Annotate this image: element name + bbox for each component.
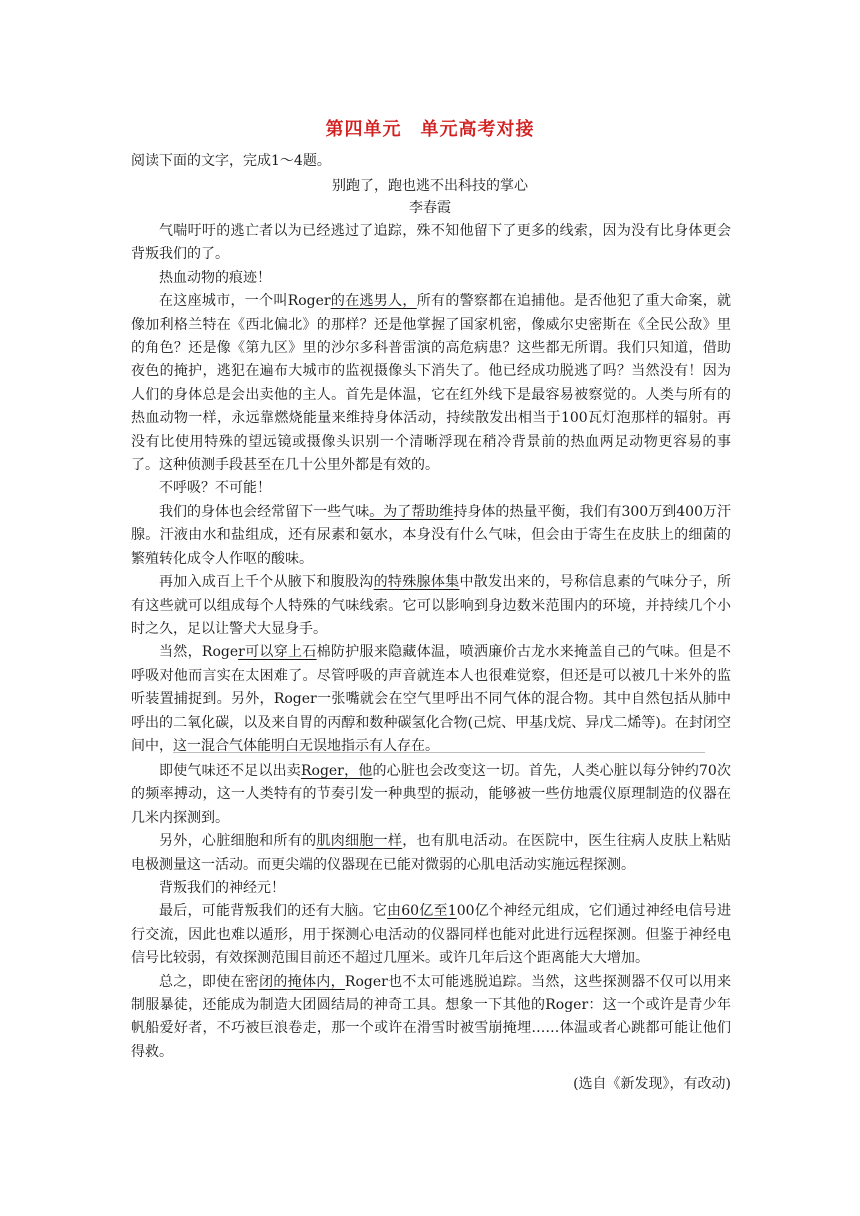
paragraph: 气喘吁吁的逃亡者以为已经逃过了追踪，殊不知他留下了更多的线索，因为没有比身体更会背叛我们的了。 (131, 223, 731, 263)
instructions: 阅读下面的文字，完成1～4题。 (131, 153, 331, 169)
article-body-part-1 (131, 220, 731, 758)
underlined-phrase: 由60亿至1 (386, 903, 457, 920)
underlined-phrase: 肌肉细胞一样 (316, 833, 403, 850)
paragraph: 最后，可能背叛我们的还有大脑。它由60亿至100亿个神经元组成，它们通过神经电信号进行交流，因此也难以遁形，用于探测心电活动的仪器同样也能对此进行远程探测。但鉴于神经电信号比较弱，有效探测范围目前还不超过几厘米。或许几年后这个距离能大大增加。 (131, 903, 731, 967)
underlined-phrase: 闭的掩体内， (259, 973, 345, 990)
paragraph: 再加入成百上千个从腋下和腹股沟的特殊腺体集中散发出来的，号称信息素的气味分子，所有这些就可以组成每个人特殊的气味线索。它可以影响到身边数米范围内的环境，并持续几个小时之久，足以让警犬大显身手。 (131, 574, 732, 637)
section-heading: 不呼吸？不可能！ (159, 480, 271, 497)
underlined-phrase: 的在逃男人， (330, 293, 417, 310)
paragraph: 当然，Roger可以穿上石棉防护服来隐藏体温，喷洒廉价古龙水来掩盖自己的气味。但是不呼吸对他而言实在太困难了。尽管呼吸的声音就连本人也很难觉察，但还是可以被几十米外的监听装置捕捉到。另外，Roger一张嘴就会在空气里呼出不同气体的混合物。其中自然包括从肺中呼出的二氧化碳，以及来自胃的丙醇和数种碳氢化合物(己烷、甲基戊烷、异戊二烯等)。在封闭空间中，这一混合气体能明白无误地指示有人存在。 (131, 644, 732, 754)
paragraph: 总之，即使在密闭的掩体内，Roger也不太可能逃脱追踪。当然，这些探测器不仅可以用来制服暴徒，还能成为制造大团圆结局的神奇工具。想象一下其他的Roger：这一个或许是青少年帆船爱好者，不巧被巨浪卷走，那一个或许在滑雪时被雪崩掩埋……体温或者心跳都可能让他们得救。 (131, 973, 731, 1060)
divider (173, 752, 705, 753)
section-heading: 热血动物的痕迹！ (159, 269, 271, 286)
unit-title: 第四单元 单元高考对接 (325, 119, 535, 140)
source-note: (选自《新发现》，有改动) (573, 1076, 731, 1092)
underlined-phrase: 。为了帮助维 (369, 503, 454, 520)
paragraph: 即使气味还不足以出卖Roger，他的心脏也会改变这一切。首先，人类心脏以每分钟约70次的频率搏动，这一人类特有的节奏引发一种典型的振动，能够被一些仿地震仪原理制造的仪器在几米内探测到。 (131, 763, 731, 826)
article-body-part-2 (131, 760, 731, 1064)
underlined-phrase: Roger，他 (300, 763, 373, 779)
section-heading: 背叛我们的神经元！ (159, 880, 285, 897)
paragraph: 我们的身体也会经常留下一些气味。为了帮助维持身体的热量平衡，我们有300万到400万汗腺。汗液由水和盐组成，还有尿素和氨水，本身没有什么气味，但会由于寄生在皮肤上的细菌的繁殖转化成令人作呕的酸味。 (131, 503, 731, 567)
article-title: 别跑了，跑也逃不出科技的掌心 (332, 178, 528, 194)
article-author: 李春霞 (409, 200, 451, 216)
underlined-phrase: 的特殊腺体集 (373, 574, 460, 591)
underlined-phrase: r可以穿上石 (238, 644, 317, 661)
paragraph: 在这座城市，一个叫Roger的在逃男人，所有的警察都在追捕他。是否他犯了重大命案，就像加利格兰特在《西北偏北》的那样？还是他掌握了国家机密，像威尔史密斯在《全民公敌》里的角色？还是像《第九区》里的沙尔多科普雷演的高危病患？这些都无所谓。我们只知道，借助夜色的掩护，逃犯在遍布大城市的监视摄像头下消失了。他已经成功脱逃了吗？当然没有！因为人们的身体总是会出卖他的主人。首先是体温，它在红外线下是最容易被察觉的。人类与所有的热血动物一样，永远靠燃烧能量来维持身体活动，持续散发出相当于100瓦灯泡那样的辐射。再没有比使用特殊的望远镜或摄像头识别一个清晰浮现在稍冷背景前的热血两足动物更容易的事了。这种侦测手段甚至在几十公里外都是有效的。 (131, 293, 732, 474)
paragraph: 另外，心脏细胞和所有的肌肉细胞一样，也有肌电活动。在医院中，医生往病人皮肤上粘贴电极测量这一活动。而更尖端的仪器现在已能对微弱的心肌电活动实施远程探测。 (131, 833, 732, 873)
